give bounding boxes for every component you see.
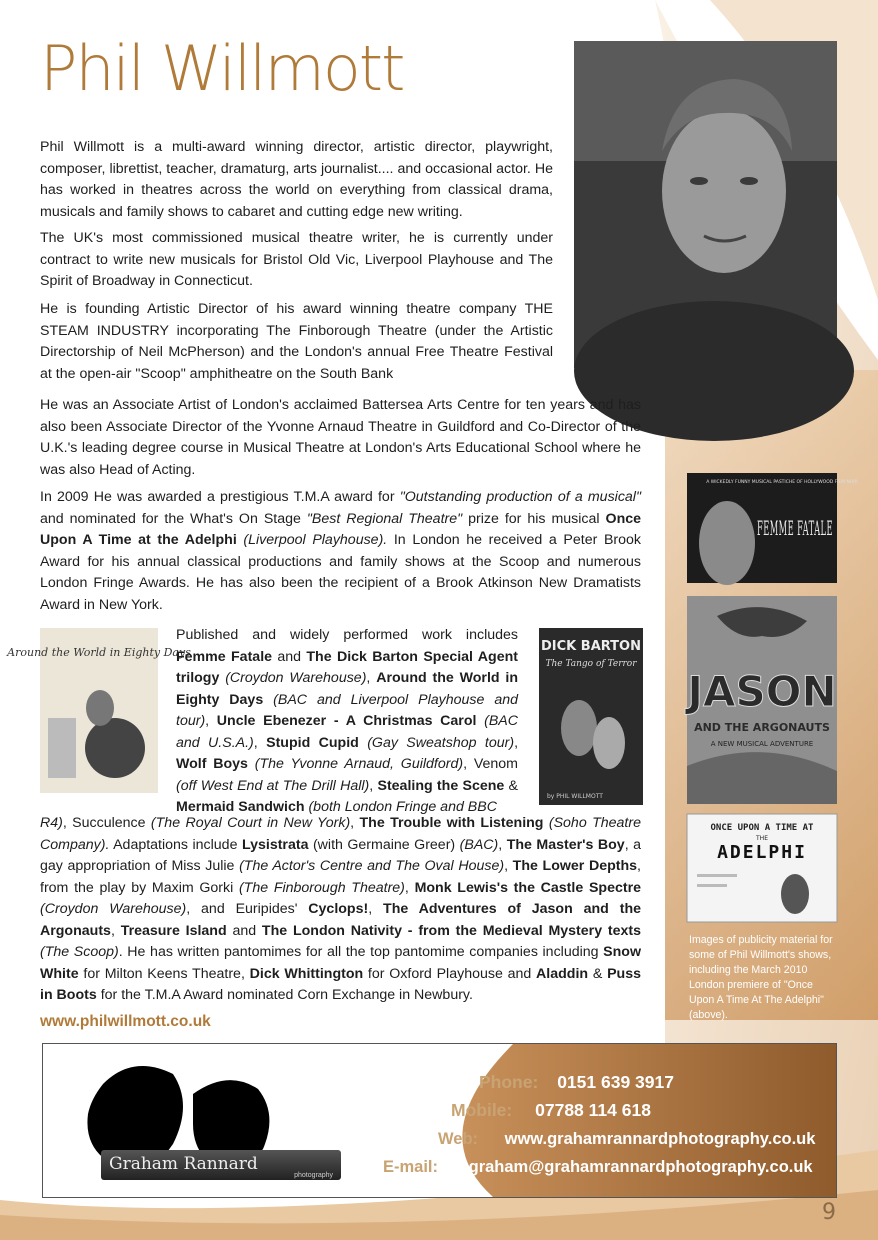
email-label: E-mail: (383, 1158, 439, 1176)
show-title: The Dick Barton Special Agent trilogy (176, 648, 519, 686)
text: , (404, 879, 415, 896)
poster-line3: ADELPHI (717, 842, 807, 863)
poster-line2: THE (756, 835, 768, 842)
venue: (BAC and Liverpool Playhouse and tour) (176, 691, 518, 729)
web-value[interactable]: www.grahamrannardphotography.co.uk (504, 1130, 816, 1148)
show-title: Mermaid Sandwich (176, 799, 305, 815)
show-title: Stealing the Scene (377, 777, 505, 794)
venue: (both London Fringe and BBC (304, 799, 497, 815)
logo-name: Graham Rannard (109, 1154, 258, 1174)
text: & (588, 965, 608, 982)
text: , (205, 713, 217, 729)
show-title: Puss in Boots (40, 965, 641, 1003)
show-title: Treasure Island (120, 922, 227, 939)
bio-paragraph-3: He is founding Artistic Director of his award winning theatre company THE STEAM INDUSTRY incorporating The Finborough Theatre (under the Artistic Directorship of Neil McPherson) and the London's annual Free Theatre Festival at the open-air "Scoop" amphitheatre on the South Bank (40, 301, 553, 382)
show-title: The Lower Depths (512, 858, 638, 874)
poster-title: DICK BARTON (541, 639, 641, 654)
text: Published and widely performed work includes (176, 627, 518, 643)
text: , (366, 670, 377, 686)
show-title: The Trouble with Listening (359, 815, 544, 831)
mobile-label: Mobile: (451, 1100, 513, 1120)
venue: R4) (40, 815, 63, 831)
logo-sub: photography (294, 1172, 333, 1179)
venue: (The Finborough Theatre) (238, 879, 405, 896)
show-title: Femme Fatale (176, 648, 273, 665)
web-label: Web: (438, 1130, 479, 1148)
phone-value[interactable]: 0151 639 3917 (557, 1072, 674, 1092)
text: and (272, 648, 307, 665)
show-title: Wolf Boys (176, 756, 248, 772)
photography-advert (42, 1043, 837, 1198)
phone-row (479, 1072, 674, 1093)
show-title: Cyclops! (308, 901, 369, 917)
poster-line1: ONCE UPON A TIME AT (710, 823, 814, 833)
website-link[interactable]: www.philwillmott.co.uk (40, 1013, 211, 1030)
poster-subtitle: AND THE ARGONAUTS (694, 721, 830, 734)
posters-caption: Images of publicity material for some of Phil Willmott's shows, including the March 2010 London premiere of "Once Upon A Time At The Adelphi" (above). (689, 934, 833, 1021)
text: & (504, 777, 519, 794)
phone-label: Phone: (479, 1072, 539, 1092)
show-title: Snow White (40, 944, 641, 982)
text: Adaptations include (109, 836, 242, 853)
text: prize for his musical (462, 510, 606, 527)
venue: (BAC and U.S.A.) (176, 713, 519, 751)
venue: (Gay Sweatshop tour) (358, 734, 515, 751)
around-the-world-poster (7, 628, 191, 793)
text: , from the play by Maxim Gorki (40, 858, 641, 896)
venue: (The Actor's Centre and The Oval House) (239, 858, 505, 874)
poster-credit: by PHIL WILLMOTT (547, 793, 603, 800)
bio-paragraph-4: He was an Associate Artist of London's acclaimed Battersea Arts Centre for ten years and has also been Associate Director of the Yvonne Arnaud Theatre in Guildford and Co-Director of the U.K.'s leading degree course in Musical Theatre at London's Arts Educational School where he was also Head of Acting. (40, 397, 641, 478)
show-title: The Adventures of Jason and the Argonauts (40, 901, 641, 939)
adaptations-paragraph (40, 813, 641, 1007)
bio-paragraph-2: The UK's most commissioned musical theatre writer, he is currently under contract to write new musicals for Bristol Old Vic, Liverpool Playhouse and The Spirit of Broadway in Connecticut. (40, 230, 553, 289)
venue: (off West End at The Drill Hall) (176, 777, 370, 794)
venue: (The Scoop) (40, 944, 119, 960)
text: , (504, 858, 513, 874)
text: , (498, 836, 507, 853)
poster-tag: A NEW MUSICAL ADVENTURE (710, 740, 814, 748)
venue: (Soho Theatre Company). (40, 815, 641, 853)
venue: (The Yvonne Arnaud, Guildford) (247, 756, 464, 772)
show-title: Aladdin (536, 965, 589, 982)
web-row (438, 1130, 815, 1149)
text: . He has written pantomimes for all the top pantomime companies including (118, 944, 604, 960)
venue: (Croydon Warehouse) (40, 901, 187, 917)
show-title: Once Upon A Time at the Adelphi (40, 510, 642, 548)
poster-title: JASON (687, 667, 837, 716)
venue: (Liverpool Playhouse). (236, 532, 388, 548)
mobile-value[interactable]: 07788 114 618 (535, 1100, 651, 1120)
text: , (350, 815, 360, 831)
text: , (369, 777, 378, 794)
text: In 2009 He was awarded a prestigious T.M.A award for (40, 489, 400, 505)
text: for Milton Keens Theatre, (78, 965, 250, 982)
text: , Succulence (62, 815, 151, 831)
text: for the T.M.A Award nominated Corn Exchange in Newbury. (96, 987, 473, 1003)
show-title: The Master's Boy (506, 836, 625, 853)
text: , (514, 734, 519, 751)
venue: (BAC) (459, 836, 499, 853)
text: , Venom (463, 756, 518, 772)
text: , (368, 901, 384, 917)
text: and nominated for the What's On Stage (40, 510, 307, 527)
text: In London he received a Peter Brook Award for his annual classical productions and family shows at the Scoop and numerous London Fringe Awards. He has also been the recipient of a Brook Atkinson New Dramatists Award in New York. (40, 532, 642, 613)
venue: (The Royal Court in New York) (150, 815, 351, 831)
show-title: Lysistrata (241, 836, 309, 853)
show-title: Stupid Cupid (266, 734, 359, 751)
logo-plate (101, 1150, 341, 1180)
award-name: "Best Regional Theatre" (306, 510, 463, 527)
poster-title: Around the World in Eighty Days (7, 646, 191, 659)
email-value[interactable]: graham@grahamrannardphotography.co.uk (468, 1158, 813, 1176)
jason-argonauts-poster (687, 596, 837, 804)
page-title: Phil Willmott (40, 32, 404, 105)
text: , (110, 922, 121, 939)
show-title: The London Nativity - from the Medieval Mystery texts (261, 922, 641, 939)
dick-barton-poster (539, 628, 643, 805)
poster-title: FEMME FATALE (757, 516, 833, 540)
mobile-row (451, 1100, 651, 1121)
text: for Oxford Playhouse and (363, 965, 537, 982)
show-title: Dick Whittington (249, 965, 364, 982)
show-title: Monk Lewis's the Castle Spectre (414, 879, 641, 896)
award-name: "Outstanding production of a musical" (399, 489, 641, 505)
works-paragraph (176, 625, 518, 819)
portrait-photo (574, 41, 837, 368)
text: and (226, 922, 262, 939)
text: (with Germaine Greer) (308, 836, 460, 853)
page-number: 9 (822, 1200, 836, 1225)
text: , and Euripides' (186, 901, 309, 917)
venue: (Croydon Warehouse) (219, 670, 367, 686)
show-title: Uncle Ebenezer - A Christmas Carol (216, 713, 477, 729)
poster-subtitle: The Tango of Terror (545, 659, 637, 669)
bio-paragraph-5 (40, 487, 641, 616)
text: , (253, 734, 267, 751)
femme-fatale-poster (687, 473, 858, 583)
show-title: Around the World in Eighty Days (176, 670, 518, 708)
email-row (383, 1158, 813, 1177)
adelphi-poster (687, 814, 837, 922)
text: , a gay appropriation of Miss Julie (40, 836, 641, 874)
poster-tag: A WICKEDLY FUNNY MUSICAL PASTICHE OF HOLLYWOOD FILM NOIR (706, 480, 858, 485)
bio-paragraph-1: Phil Willmott is a multi-award winning director, artistic director, playwright, composer, librettist, teacher, dramaturg, arts journalist.... and occasional actor. He has worked in theatres across the world on everything from classical drama, musicals and family shows to cabaret and cutting edge new writing. (40, 139, 553, 220)
